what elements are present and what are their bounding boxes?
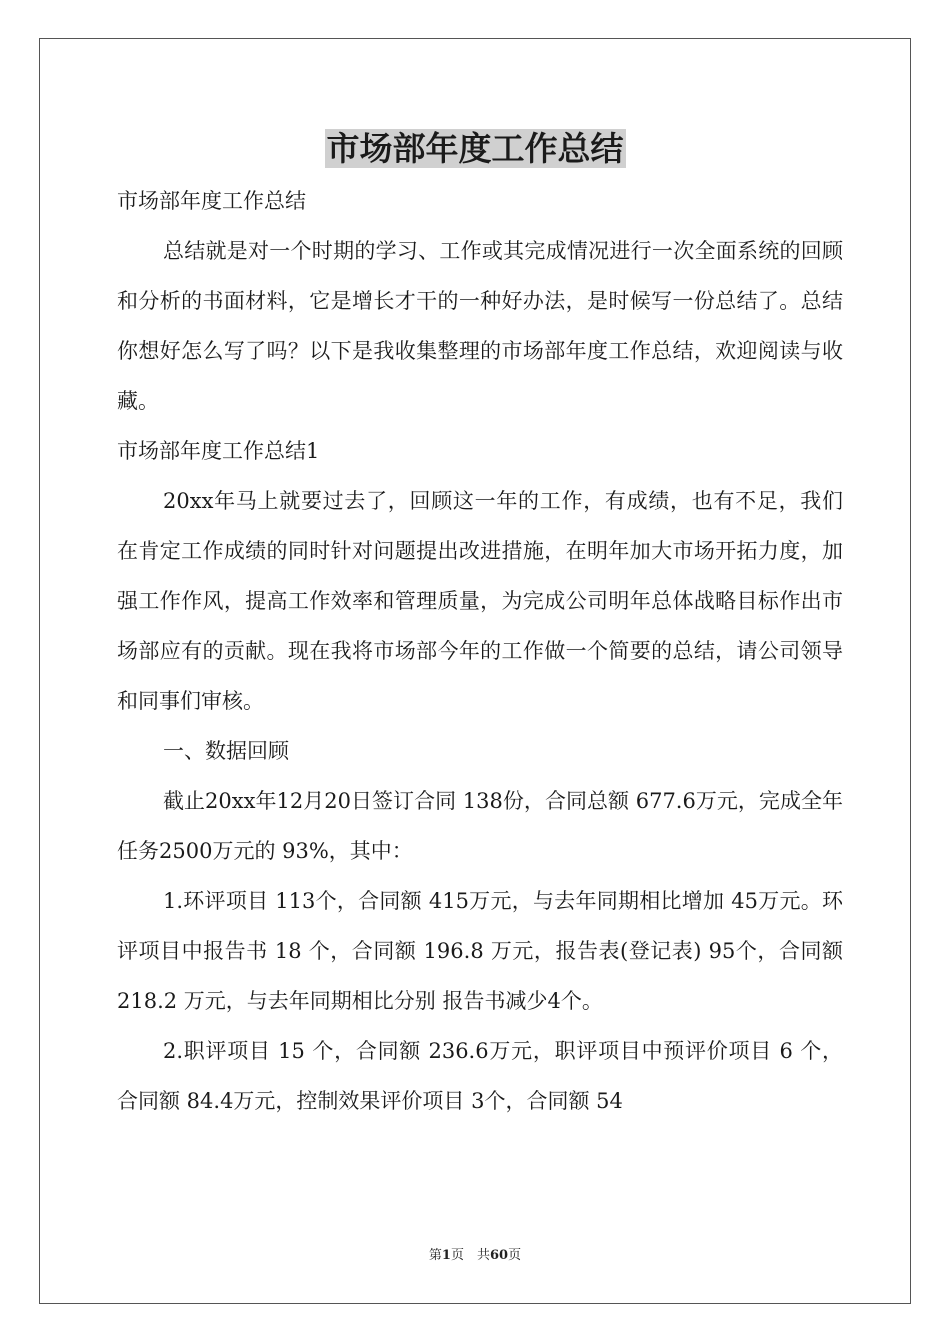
- page-current: 1: [441, 1248, 451, 1263]
- page-total: 60: [489, 1248, 509, 1263]
- paragraph: 1.环评项目 113个，合同额 415万元，与去年同期相比增加 45万元。环评项目中报告书 18 个，合同额 196.8 万元，报告表(登记表) 95个，合同额 218.2 万元，与去年同期相比分别 报告书减少4个。: [117, 889, 843, 1013]
- paragraph: 一、数据回顾: [163, 739, 289, 763]
- paragraph: 市场部年度工作总结: [117, 189, 306, 213]
- page-suffix: 页: [508, 1248, 522, 1263]
- paragraph: 市场部年度工作总结1: [117, 439, 320, 463]
- document-title-text: 市场部年度工作总结: [326, 129, 624, 168]
- document-body: [117, 176, 843, 1126]
- page-mid: 页 共: [450, 1248, 490, 1263]
- paragraph: 20xx年马上就要过去了，回顾这一年的工作，有成绩，也有不足，我们在肯定工作成绩的同时针对问题提出改进措施，在明年加大市场开拓力度，加强工作作风，提高工作效率和管理质量，为完成公司明年总体战略目标作出市场部应有的贡献。现在我将市场部今年的工作做一个简要的总结，请公司领导和同事们审核。: [117, 489, 843, 713]
- paragraph: 总结就是对一个时期的学习、工作或其完成情况进行一次全面系统的回顾和分析的书面材料，它是增长才干的一种好办法，是时候写一份总结了。总结你想好怎么写了吗？以下是我收集整理的市场部年度工作总结，欢迎阅读与收藏。: [117, 239, 843, 413]
- paragraph: 截止20xx年12月20日签订合同 138份，合同总额 677.6万元，完成全年任务2500万元的 93%，其中：: [117, 789, 843, 863]
- paragraph: 2.职评项目 15 个，合同额 236.6万元，职评项目中预评价项目 6 个， 合同额 84.4万元，控制效果评价项目 3个，合同额 54: [117, 1039, 843, 1113]
- page-footer: [0, 1247, 950, 1265]
- document-title: [0, 126, 950, 172]
- page-prefix: 第: [428, 1248, 442, 1263]
